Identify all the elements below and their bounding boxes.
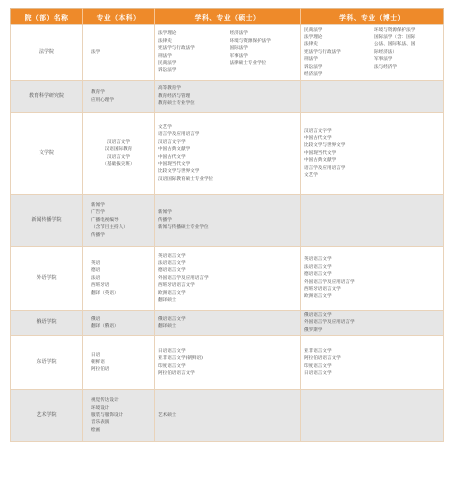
school-name-cell: 俄语学院 bbox=[11, 311, 83, 336]
master-majors-cell bbox=[155, 390, 301, 442]
master-major-item: 法语语言文学 bbox=[158, 260, 186, 266]
doctor-major-item: 环境与资源保护法学 bbox=[374, 27, 416, 33]
table-row bbox=[11, 113, 444, 195]
undergrad-major-item: 英语 bbox=[91, 260, 101, 266]
master-majors-cell bbox=[155, 113, 301, 195]
undergrad-majors-cell bbox=[83, 25, 155, 81]
header-master-major: 学科、专业（硕士） bbox=[155, 9, 301, 25]
master-major-item: 翻译硕士 bbox=[158, 324, 177, 330]
doctor-major-item: 法语语言文学 bbox=[304, 264, 332, 270]
master-major-item: 印度语言文学 bbox=[158, 363, 186, 369]
header-doctor-major: 学科、专业（博士） bbox=[301, 9, 444, 25]
master-majors-cell bbox=[155, 81, 301, 113]
table-row bbox=[11, 25, 444, 81]
doctor-major-item: 阿拉伯语语言文学 bbox=[304, 356, 341, 362]
doctor-major-item: 日语语言文学 bbox=[304, 371, 332, 377]
master-major-item: 环境与资源保护法学 bbox=[229, 38, 271, 44]
doctor-majors-cell bbox=[301, 113, 444, 195]
undergrad-major-item: 翻译（英语） bbox=[91, 290, 119, 296]
undergrad-major-item: 俄语 bbox=[91, 316, 101, 322]
doctor-major-item: 俄语语言文学 bbox=[304, 313, 332, 318]
table-row bbox=[11, 390, 444, 442]
master-major-item: 西班牙语语言文学 bbox=[158, 283, 195, 289]
doctor-major-item: 宪法学与行政法学 bbox=[304, 49, 341, 55]
table-body bbox=[11, 25, 444, 442]
master-major-item: 法学理论 bbox=[158, 31, 177, 37]
doctor-major-item: 国际法学（含：国际 bbox=[374, 34, 416, 40]
table-row bbox=[11, 81, 444, 113]
master-major-item: 高等教育学 bbox=[158, 86, 181, 92]
doctor-major-item: 诉讼法学 bbox=[304, 64, 323, 70]
undergrad-majors-cell bbox=[83, 113, 155, 195]
undergrad-major-item: 绘画 bbox=[91, 427, 101, 433]
doctor-major-item: 欧洲语言文学 bbox=[304, 294, 332, 300]
undergrad-major-item: 汉语言文学 bbox=[107, 154, 130, 160]
master-major-item: 汉语言文字学 bbox=[158, 139, 186, 145]
doctor-major-item: 中国古典文献学 bbox=[304, 158, 337, 164]
doctor-major-item: 法律史 bbox=[304, 42, 318, 48]
master-major-item: 新闻与传播硕士专业学位 bbox=[158, 225, 209, 231]
doctor-major-item: 军事法学 bbox=[374, 57, 393, 63]
master-majors-cell bbox=[155, 247, 301, 311]
doctor-major-item: 民商法学 bbox=[304, 27, 323, 33]
undergrad-majors-cell bbox=[83, 311, 155, 336]
doctor-majors-cell bbox=[301, 25, 444, 81]
doctor-major-item: 英语语言文学 bbox=[304, 257, 332, 263]
undergrad-major-item: 德语 bbox=[91, 268, 101, 274]
school-name-cell: 法学院 bbox=[11, 25, 83, 81]
school-name-cell: 教育科学研究院 bbox=[11, 81, 83, 113]
master-majors-cell bbox=[155, 336, 301, 390]
master-major-item: 外国语言学及应用语言学 bbox=[158, 275, 209, 281]
school-name-cell: 文学院 bbox=[11, 113, 83, 195]
master-major-item: 文艺学 bbox=[158, 124, 172, 130]
majors-table-container bbox=[10, 8, 443, 442]
master-major-item: 法律硕士专业学位 bbox=[229, 60, 267, 66]
doctor-major-item: 德语语言文学 bbox=[304, 272, 332, 278]
undergrad-major-item: 视觉传达设计 bbox=[91, 398, 119, 404]
master-major-item: 刑法学 bbox=[158, 53, 172, 59]
undergrad-major-item: 阿拉伯语 bbox=[91, 367, 110, 373]
master-major-item: 中国现当代文学 bbox=[158, 161, 191, 167]
doctor-major-item: 文艺学 bbox=[304, 173, 318, 179]
master-major-item: 经济法学 bbox=[229, 31, 248, 37]
master-major-item: 欧洲语言文学 bbox=[158, 290, 186, 296]
doctor-majors-cell bbox=[301, 311, 444, 336]
master-major-item: 阿拉伯语语言文学 bbox=[158, 371, 195, 377]
master-major-item: 艺术硕士 bbox=[158, 413, 177, 419]
doctor-major-item: 语言学及应用语言学 bbox=[304, 165, 346, 171]
undergrad-majors-cell bbox=[83, 390, 155, 442]
master-major-item: 亚非语言文学(朝鲜语) bbox=[158, 356, 203, 362]
master-major-item: 语言学及应用语言学 bbox=[158, 132, 200, 138]
undergrad-major-item: 汉语言文学 bbox=[107, 139, 130, 145]
undergrad-major-item: 传播学 bbox=[91, 232, 105, 238]
master-major-item: 新闻学 bbox=[158, 210, 172, 216]
doctor-majors-cell bbox=[301, 390, 444, 442]
school-name-cell: 东语学院 bbox=[11, 336, 83, 390]
doctor-major-item: 际经济法） bbox=[374, 49, 397, 55]
doctor-major-item: 经济法学 bbox=[304, 72, 323, 78]
undergrad-major-item: 广播电视编导 bbox=[91, 217, 119, 223]
doctor-majors-cell bbox=[301, 336, 444, 390]
undergrad-major-item: （基础拔尖班） bbox=[102, 161, 135, 167]
table-row bbox=[11, 195, 444, 247]
doctor-major-item: 比较文学与世界文学 bbox=[304, 143, 346, 149]
header-school: 院（部）名称 bbox=[11, 9, 83, 25]
undergrad-major-item: 新闻学 bbox=[91, 202, 105, 208]
undergrad-major-item: 教育学 bbox=[91, 90, 105, 96]
undergrad-major-item: 服装与服饰设计 bbox=[91, 413, 124, 419]
master-major-item: 民商法学 bbox=[158, 60, 177, 66]
master-major-item: 诉讼法学 bbox=[158, 68, 177, 74]
school-name-cell: 艺术学院 bbox=[11, 390, 83, 442]
table-row bbox=[11, 311, 444, 336]
master-major-item: 汉语国际教育硕士专业学位 bbox=[158, 176, 214, 182]
master-major-item: 英语语言文学 bbox=[158, 253, 186, 259]
doctor-major-item: 法与经济学 bbox=[374, 64, 397, 70]
undergrad-major-item: 法语 bbox=[91, 275, 101, 281]
undergrad-majors-cell bbox=[83, 247, 155, 311]
master-major-item: 传播学 bbox=[158, 217, 172, 223]
doctor-majors-cell bbox=[301, 195, 444, 247]
doctor-major-item: 中国现当代文学 bbox=[304, 150, 337, 156]
master-major-item: 教育经济与管理 bbox=[158, 93, 191, 99]
undergrad-major-item: 朝鲜语 bbox=[91, 360, 105, 366]
doctor-major-item: 刑法学 bbox=[304, 57, 318, 63]
doctor-major-item: 亚非语言文学 bbox=[304, 348, 332, 354]
undergrad-majors-cell bbox=[83, 195, 155, 247]
master-majors-cell bbox=[155, 25, 301, 81]
undergrad-major-item: 汉语国际教育 bbox=[104, 147, 133, 153]
master-major-item: 教育硕士专业学位 bbox=[158, 101, 195, 107]
undergrad-major-item: 日语 bbox=[91, 352, 101, 358]
doctor-major-item: 外国语言学及应用语言学 bbox=[304, 279, 355, 285]
master-majors-cell bbox=[155, 195, 301, 247]
doctor-major-item: 公法、国际私法、国 bbox=[374, 42, 416, 48]
table-row bbox=[11, 336, 444, 390]
master-major-item: 翻译硕士 bbox=[158, 298, 177, 304]
master-major-item: 比较文学与世界文学 bbox=[158, 169, 200, 175]
doctor-major-item: 汉语言文字学 bbox=[304, 128, 332, 134]
doctor-major-item: 俄罗斯学 bbox=[304, 327, 323, 333]
master-major-item: 德语语言文学 bbox=[158, 268, 186, 274]
undergrad-major-item: （含节目主持人） bbox=[91, 225, 128, 231]
undergrad-major-item: 环境设计 bbox=[91, 405, 110, 411]
undergrad-major-item: 翻译（俄语） bbox=[91, 324, 119, 330]
undergrad-major-item: 西班牙语 bbox=[91, 283, 110, 289]
undergrad-major-item: 广告学 bbox=[91, 210, 105, 216]
school-name-cell: 新闻传播学院 bbox=[11, 195, 83, 247]
undergrad-majors-cell bbox=[83, 336, 155, 390]
doctor-major-item: 中国古代文学 bbox=[304, 135, 332, 141]
table-header-row bbox=[11, 9, 444, 25]
undergrad-majors-cell bbox=[83, 81, 155, 113]
school-name-cell: 外语学院 bbox=[11, 247, 83, 311]
undergrad-major-item: 应用心理学 bbox=[91, 97, 114, 103]
undergrad-major-item: 法学 bbox=[91, 49, 101, 55]
doctor-majors-cell bbox=[301, 247, 444, 311]
doctor-majors-cell bbox=[301, 81, 444, 113]
doctor-major-item: 法学理论 bbox=[304, 34, 323, 40]
header-undergrad-major: 专业（本科） bbox=[83, 9, 155, 25]
undergrad-major-item: 音乐表演 bbox=[91, 420, 110, 426]
master-majors-cell bbox=[155, 311, 301, 336]
doctor-major-item: 外国语言学及应用语言学 bbox=[304, 320, 355, 326]
master-major-item: 中国古代文学 bbox=[158, 154, 186, 160]
majors-table bbox=[10, 8, 444, 442]
master-major-item: 宪法学与行政法学 bbox=[158, 46, 195, 52]
doctor-major-item: 印度语言文学 bbox=[304, 363, 332, 369]
master-major-item: 中国古典文献学 bbox=[158, 147, 191, 153]
table-row bbox=[11, 247, 444, 311]
master-major-item: 俄语语言文学 bbox=[158, 316, 186, 322]
master-major-item: 国际法学 bbox=[229, 46, 248, 52]
master-major-item: 军事法学 bbox=[229, 53, 248, 59]
master-major-item: 日语语言文学 bbox=[158, 348, 186, 354]
master-major-item: 法律史 bbox=[158, 38, 172, 44]
doctor-major-item: 西班牙语语言文学 bbox=[304, 286, 341, 292]
